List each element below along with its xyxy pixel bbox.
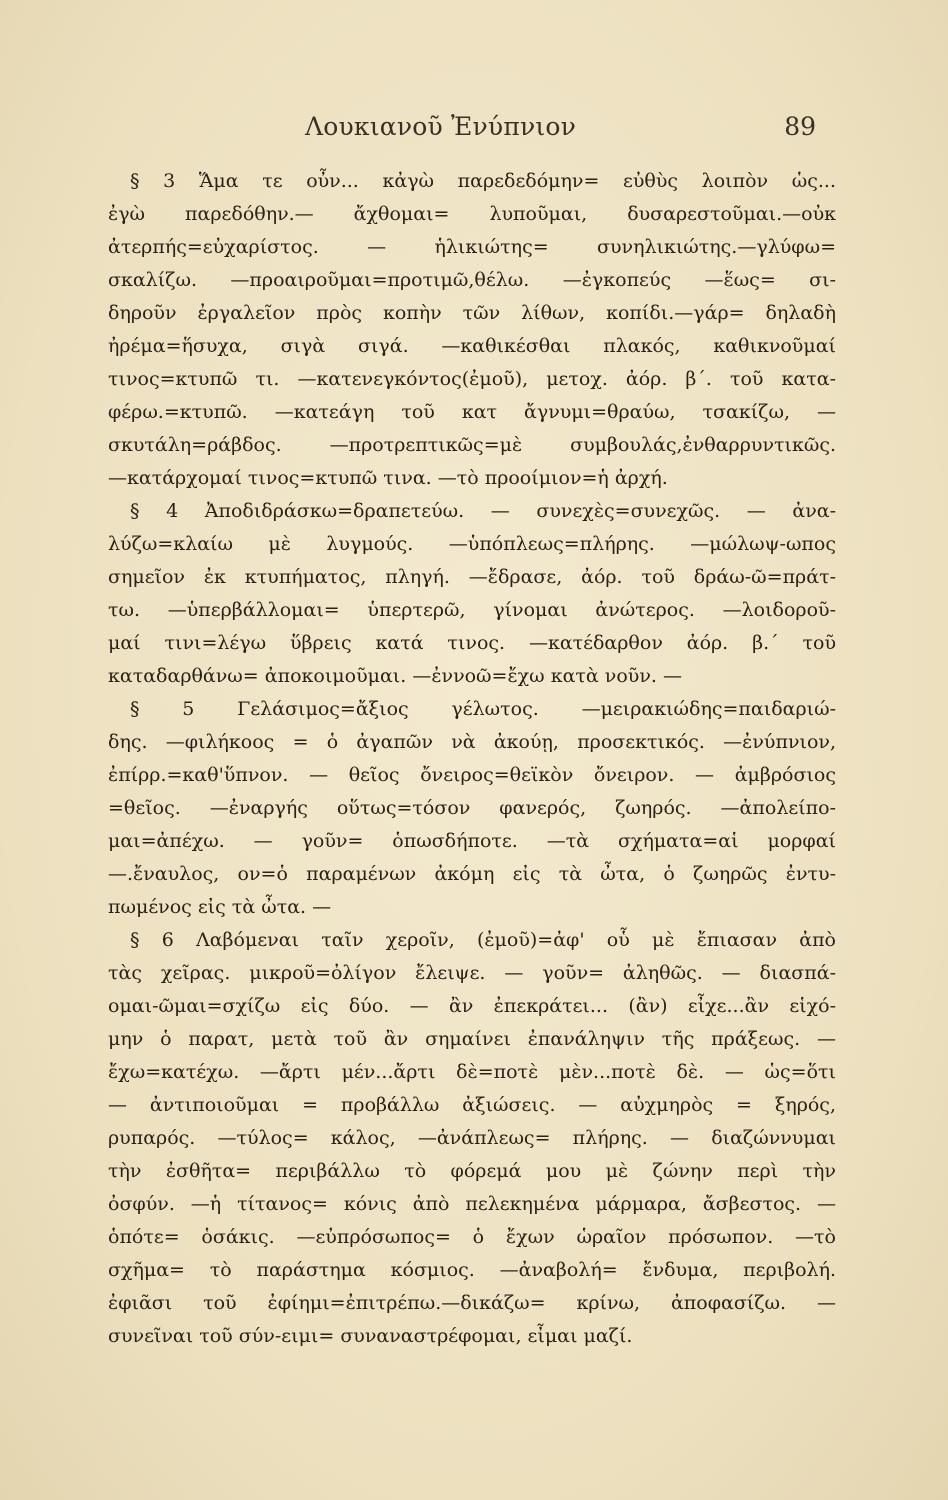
text-line: ἠρέμα=ἥσυχα, σιγὰ σιγά. —καθικέσθαι πλακός, καθικνοῦμαί — [108, 335, 836, 357]
text-line: τὴν ἐσθῆτα= περιβάλλω τὸ φόρεμά μου μὲ ζώνην περὶ τὴν — [108, 1160, 836, 1182]
running-title: Λουκιανοῦ Ἐνύπνιον — [305, 112, 577, 141]
text-line: ἀτερπής=εὐχαρίστος. — ἡλικιώτης= συνηλικιώτης.—γλύφω= — [108, 236, 836, 258]
text-line: —κατάρχομαί τινος=κτυπῶ τινα. —τὸ προοίμιον=ἡ ἀρχή. — [108, 467, 668, 489]
text-line: μην ὁ παρατ, μετὰ τοῦ ἂν σημαίνει ἐπανάληψιν τῆς πράξεως. — — [108, 1028, 836, 1050]
text-line: τω. —ὑπερβάλλομαι= ὑπερτερῶ, γίνομαι ἀνώτερος. —λοιδοροῦ- — [108, 599, 836, 621]
text-line: ὀσφύν. —ἡ τίτανος= κόνις ἀπὸ πελεκημένα μάρμαρα, ἄσβεστος. — — [108, 1193, 836, 1215]
page-number: 89 — [784, 112, 816, 141]
text-line: σημεῖον ἐκ κτυπήματος, πληγή. —ἔδρασε, ἀόρ. τοῦ δράω-ῶ=πράτ- — [108, 566, 836, 588]
text-line: σχῆμα= τὸ παράστημα κόσμιος. —ἀναβολή= ἔνδυμα, περιβολή. — [108, 1259, 836, 1281]
text-line: φέρω.=κτυπῶ. —κατεάγη τοῦ κατ ἄγνυμι=θραύω, τσακίζω, — — [108, 401, 836, 423]
text-line: σκαλίζω. —προαιροῦμαι=προτιμῶ,θέλω. —ἐγκοπεύς —ἕως= σι- — [108, 269, 836, 291]
text-line: σκυτάλη=ράβδος. —προτρεπτικῶς=μὲ συμβουλάς,ἐνθαρρυντικῶς. — [108, 434, 836, 456]
text-line: συνεῖναι τοῦ σύν-ειμι= συναναστρέφομαι, εἶμαι μαζί. — [108, 1325, 633, 1347]
text-line: μαί τινι=λέγω ὕβρεις κατά τινος. —κατέδαρθον ἀόρ. β.΄ τοῦ — [108, 632, 836, 654]
text-line: δηροῦν ἐργαλεῖον πρὸς κοπὴν τῶν λίθων, κοπίδι.—γάρ= δηλαδὴ — [108, 302, 836, 324]
text-line: ομαι-ῶμαι=σχίζω εἰς δύο. — ἂν ἐπεκράτει... (ἂν) εἶχε...ἂν εἱχό- — [108, 995, 836, 1017]
text-line: πωμένος εἰς τὰ ὦτα. — — [108, 896, 332, 918]
text-line: τὰς χεῖρας. μικροῦ=ὀλίγον ἔλειψε. — γοῦν= ἀληθῶς. — διασπά- — [108, 962, 836, 984]
text-line: ἔχω=κατέχω. —ἄρτι μέν...ἄρτι δὲ=ποτὲ μὲν...ποτὲ δὲ. — ὡς=ὅτι — [108, 1061, 836, 1083]
text-line: καταδαρθάνω= ἀποκοιμοῦμαι. —ἐννοῶ=ἔχω κατὰ νοῦν. — — [108, 665, 682, 687]
text-line: § 6 Λαβόμεναι ταῖν χεροῖν, (ἐμοῦ)=ἀφ' οὗ μὲ ἔπιασαν ἀπὸ — [130, 929, 836, 951]
text-line: ρυπαρός. —τύλος= κάλος, —ἀνάπλεως= πλήρης. — διαζώννυμαι — [108, 1127, 836, 1149]
text-line: λύζω=κλαίω μὲ λυγμούς. —ὑπόπλεως=πλήρης. —μώλωψ-ωπος — [108, 533, 836, 555]
commentary-text — [108, 165, 836, 1353]
text-line: δης. —φιλήκοος = ὁ ἀγαπῶν νὰ ἀκούῃ, προσεκτικός. —ἐνύπνιον, — [108, 731, 836, 753]
text-line: — ἀντιποιοῦμαι = προβάλλω ἀξιώσεις. — αὐχμηρὸς = ξηρός, — [108, 1094, 836, 1116]
text-line: § 5 Γελάσιμος=ἄξιος γέλωτος. —μειρακιώδης=παιδαριώ- — [130, 698, 836, 720]
text-line: τινος=κτυπῶ τι. —κατενεγκόντος(ἐμοῦ), μετοχ. ἀόρ. β΄. τοῦ κατα- — [108, 368, 836, 390]
text-line: ἐπίρρ.=καθ'ὕπνον. — θεῖος ὄνειρος=θεϊκὸν ὄνειρον. — ἀμβρόσιος — [108, 764, 836, 786]
text-line: —.ἔναυλος, ον=ὁ παραμένων ἀκόμη εἰς τὰ ὦτα, ὁ ζωηρῶς ἐντυ- — [108, 863, 836, 885]
text-line: ἐγὼ παρεδόθην.— ἄχθομαι= λυποῦμαι, δυσαρεστοῦμαι.—οὐκ — [108, 203, 836, 225]
text-line: μαι=ἀπέχω. — γοῦν= ὁπωσδήποτε. —τὰ σχήματα=αἱ μορφαί — [108, 830, 836, 852]
text-line: § 3 Ἅμα τε οὖν... κἀγὼ παρεδεδόμην= εὐθὺς λοιπὸν ὡς... — [130, 170, 836, 192]
text-line: =θεῖος. —ἐναργής οὕτως=τόσον φανερός, ζωηρός. —ἀπολείπο- — [108, 797, 836, 819]
page-header — [0, 112, 948, 148]
text-line: ἐφιᾶσι τοῦ ἐφίημι=ἐπιτρέπω.—δικάζω= κρίνω, ἀποφασίζω. — — [108, 1292, 836, 1314]
text-line: ὁπότε= ὁσάκις. —εὐπρόσωπος= ὁ ἔχων ὡραῖον πρόσωπον. —τὸ — [108, 1226, 836, 1248]
text-line: § 4 Ἀποδιδράσκω=δραπετεύω. — συνεχὲς=συνεχῶς. — ἀνα- — [130, 500, 836, 522]
